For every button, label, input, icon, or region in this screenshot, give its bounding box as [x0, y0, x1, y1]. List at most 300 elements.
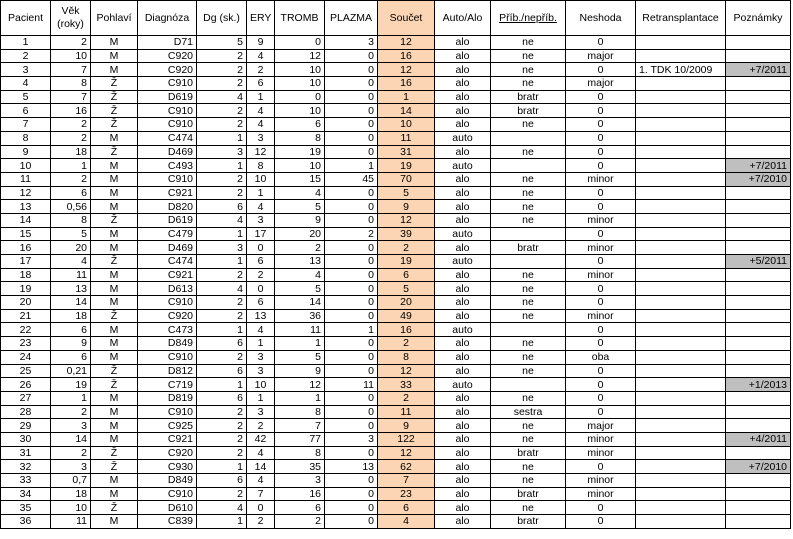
cell-neshoda: minor: [566, 268, 636, 282]
cell-pohlavi: Ž: [91, 213, 138, 227]
header-pohlavi: Pohlaví: [91, 1, 138, 36]
cell-vek: 2: [51, 118, 91, 132]
cell-tromb: 9: [275, 364, 325, 378]
cell-soucet: 2: [378, 337, 435, 351]
cell-soucet: 122: [378, 432, 435, 446]
cell-plazma: 0: [325, 405, 378, 419]
cell-vek: 4: [51, 255, 91, 269]
cell-vek: 3: [51, 419, 91, 433]
cell-vek: 6: [51, 350, 91, 364]
cell-diagnoza: D619: [138, 213, 197, 227]
header-poznamky: Poznámky: [726, 1, 791, 36]
cell-diagnoza: C839: [138, 515, 197, 529]
cell-pohlavi: Ž: [91, 501, 138, 515]
cell-prib-neprib: ne: [491, 350, 566, 364]
cell-retransplantace: [636, 460, 726, 474]
cell-vek: 16: [51, 104, 91, 118]
cell-ery: 3: [247, 350, 275, 364]
cell-plazma: 0: [325, 90, 378, 104]
cell-pacient: 32: [1, 460, 51, 474]
cell-diagnoza: C910: [138, 118, 197, 132]
table-row: [1, 118, 791, 132]
cell-retransplantace: [636, 474, 726, 488]
cell-dg-sk: 2: [197, 118, 247, 132]
cell-pacient: 36: [1, 515, 51, 529]
cell-prib-neprib: ne: [491, 145, 566, 159]
cell-pacient: 12: [1, 186, 51, 200]
cell-pacient: 34: [1, 487, 51, 501]
cell-dg-sk: 1: [197, 131, 247, 145]
cell-plazma: 0: [325, 364, 378, 378]
cell-soucet: 16: [378, 49, 435, 63]
cell-soucet: 62: [378, 460, 435, 474]
cell-auto-alo: alo: [435, 515, 491, 529]
cell-diagnoza: C910: [138, 172, 197, 186]
cell-diagnoza: C920: [138, 446, 197, 460]
cell-neshoda: 0: [566, 255, 636, 269]
cell-dg-sk: 2: [197, 172, 247, 186]
cell-auto-alo: alo: [435, 501, 491, 515]
cell-pohlavi: Ž: [91, 309, 138, 323]
cell-soucet: 12: [378, 446, 435, 460]
cell-soucet: 2: [378, 241, 435, 255]
cell-plazma: 0: [325, 77, 378, 91]
cell-tromb: 19: [275, 145, 325, 159]
cell-retransplantace: [636, 323, 726, 337]
cell-vek: 18: [51, 487, 91, 501]
cell-pacient: 35: [1, 501, 51, 515]
cell-ery: 3: [247, 405, 275, 419]
cell-soucet: 4: [378, 515, 435, 529]
cell-prib-neprib: ne: [491, 474, 566, 488]
cell-soucet: 70: [378, 172, 435, 186]
cell-auto-alo: alo: [435, 77, 491, 91]
header-pacient: Pacient: [1, 1, 51, 36]
cell-plazma: 0: [325, 282, 378, 296]
cell-pohlavi: Ž: [91, 77, 138, 91]
cell-prib-neprib: ne: [491, 296, 566, 310]
cell-diagnoza: C910: [138, 77, 197, 91]
cell-neshoda: minor: [566, 241, 636, 255]
cell-plazma: 0: [325, 131, 378, 145]
cell-pacient: 21: [1, 309, 51, 323]
cell-prib-neprib: ne: [491, 364, 566, 378]
cell-retransplantace: [636, 378, 726, 392]
cell-dg-sk: 2: [197, 104, 247, 118]
cell-dg-sk: 6: [197, 391, 247, 405]
table-row: [1, 391, 791, 405]
cell-plazma: 1: [325, 323, 378, 337]
cell-tromb: 8: [275, 446, 325, 460]
cell-tromb: 8: [275, 131, 325, 145]
cell-prib-neprib: [491, 227, 566, 241]
cell-retransplantace: [636, 118, 726, 132]
cell-ery: 14: [247, 460, 275, 474]
cell-pohlavi: Ž: [91, 255, 138, 269]
cell-ery: 6: [247, 255, 275, 269]
cell-tromb: 0: [275, 90, 325, 104]
table-row: [1, 337, 791, 351]
cell-neshoda: 0: [566, 515, 636, 529]
cell-prib-neprib: ne: [491, 268, 566, 282]
cell-tromb: 10: [275, 63, 325, 77]
cell-pohlavi: M: [91, 241, 138, 255]
cell-poznamky: [726, 36, 791, 50]
cell-dg-sk: 5: [197, 36, 247, 50]
cell-plazma: 11: [325, 378, 378, 392]
cell-ery: 2: [247, 63, 275, 77]
cell-ery: 1: [247, 186, 275, 200]
cell-diagnoza: C493: [138, 159, 197, 173]
cell-pacient: 22: [1, 323, 51, 337]
cell-auto-alo: alo: [435, 145, 491, 159]
cell-neshoda: 0: [566, 145, 636, 159]
cell-dg-sk: 2: [197, 419, 247, 433]
cell-ery: 3: [247, 364, 275, 378]
cell-vek: 11: [51, 515, 91, 529]
cell-tromb: 77: [275, 432, 325, 446]
table-row: [1, 378, 791, 392]
cell-retransplantace: [636, 145, 726, 159]
cell-pohlavi: M: [91, 337, 138, 351]
table-row: [1, 515, 791, 529]
cell-poznamky: [726, 77, 791, 91]
cell-soucet: 19: [378, 159, 435, 173]
cell-dg-sk: 3: [197, 241, 247, 255]
cell-auto-alo: alo: [435, 282, 491, 296]
cell-poznamky: [726, 350, 791, 364]
cell-vek: 9: [51, 337, 91, 351]
cell-dg-sk: 4: [197, 213, 247, 227]
cell-retransplantace: [636, 487, 726, 501]
cell-diagnoza: D610: [138, 501, 197, 515]
cell-pacient: 29: [1, 419, 51, 433]
table-row: [1, 323, 791, 337]
cell-diagnoza: C474: [138, 255, 197, 269]
table-row: [1, 200, 791, 214]
cell-soucet: 5: [378, 186, 435, 200]
cell-auto-alo: alo: [435, 90, 491, 104]
table-row: [1, 227, 791, 241]
cell-auto-alo: alo: [435, 172, 491, 186]
cell-ery: 12: [247, 145, 275, 159]
cell-soucet: 6: [378, 268, 435, 282]
cell-tromb: 2: [275, 515, 325, 529]
cell-pacient: 27: [1, 391, 51, 405]
cell-prib-neprib: [491, 131, 566, 145]
header-neshoda: Neshoda: [566, 1, 636, 36]
cell-tromb: 10: [275, 159, 325, 173]
cell-plazma: 0: [325, 296, 378, 310]
cell-auto-alo: alo: [435, 419, 491, 433]
table-row: [1, 49, 791, 63]
cell-ery: 6: [247, 296, 275, 310]
table-row: [1, 104, 791, 118]
cell-soucet: 12: [378, 36, 435, 50]
cell-auto-alo: auto: [435, 131, 491, 145]
cell-auto-alo: alo: [435, 487, 491, 501]
cell-auto-alo: alo: [435, 460, 491, 474]
cell-dg-sk: 2: [197, 309, 247, 323]
cell-diagnoza: C921: [138, 268, 197, 282]
cell-vek: 14: [51, 296, 91, 310]
cell-neshoda: 0: [566, 378, 636, 392]
cell-prib-neprib: ne: [491, 77, 566, 91]
cell-soucet: 1: [378, 90, 435, 104]
cell-pacient: 9: [1, 145, 51, 159]
cell-plazma: 45: [325, 172, 378, 186]
cell-neshoda: 0: [566, 337, 636, 351]
cell-retransplantace: [636, 515, 726, 529]
cell-vek: 7: [51, 90, 91, 104]
header-diagnoza: Diagnóza: [138, 1, 197, 36]
cell-vek: 13: [51, 282, 91, 296]
cell-pohlavi: M: [91, 282, 138, 296]
cell-neshoda: major: [566, 49, 636, 63]
table-row: [1, 36, 791, 50]
cell-pohlavi: Ž: [91, 460, 138, 474]
cell-plazma: 0: [325, 337, 378, 351]
cell-prib-neprib: bratr: [491, 90, 566, 104]
cell-retransplantace: [636, 213, 726, 227]
table-row: [1, 63, 791, 77]
cell-pohlavi: M: [91, 159, 138, 173]
cell-vek: 8: [51, 77, 91, 91]
cell-poznamky: [726, 419, 791, 433]
cell-pacient: 16: [1, 241, 51, 255]
cell-auto-alo: alo: [435, 364, 491, 378]
cell-poznamky: [726, 213, 791, 227]
cell-dg-sk: 2: [197, 186, 247, 200]
cell-tromb: 16: [275, 487, 325, 501]
cell-vek: 10: [51, 49, 91, 63]
cell-pohlavi: M: [91, 350, 138, 364]
cell-neshoda: 0: [566, 323, 636, 337]
cell-tromb: 4: [275, 268, 325, 282]
cell-pacient: 19: [1, 282, 51, 296]
cell-poznamky: +1/2013: [726, 378, 791, 392]
cell-dg-sk: 1: [197, 460, 247, 474]
cell-neshoda: minor: [566, 432, 636, 446]
cell-vek: 2: [51, 36, 91, 50]
cell-pohlavi: Ž: [91, 104, 138, 118]
cell-poznamky: [726, 49, 791, 63]
cell-soucet: 12: [378, 364, 435, 378]
cell-auto-alo: alo: [435, 268, 491, 282]
cell-diagnoza: C920: [138, 309, 197, 323]
cell-ery: 4: [247, 118, 275, 132]
cell-pohlavi: M: [91, 487, 138, 501]
cell-diagnoza: D812: [138, 364, 197, 378]
cell-pohlavi: M: [91, 419, 138, 433]
cell-dg-sk: 4: [197, 282, 247, 296]
cell-tromb: 5: [275, 350, 325, 364]
cell-diagnoza: D619: [138, 90, 197, 104]
cell-tromb: 20: [275, 227, 325, 241]
cell-diagnoza: C474: [138, 131, 197, 145]
cell-tromb: 14: [275, 296, 325, 310]
cell-poznamky: [726, 474, 791, 488]
cell-pacient: 33: [1, 474, 51, 488]
cell-plazma: 0: [325, 487, 378, 501]
cell-pacient: 28: [1, 405, 51, 419]
cell-dg-sk: 1: [197, 227, 247, 241]
cell-prib-neprib: ne: [491, 118, 566, 132]
cell-poznamky: +7/2011: [726, 63, 791, 77]
header-retransplantace: Retransplantace: [636, 1, 726, 36]
cell-vek: 20: [51, 241, 91, 255]
cell-tromb: 12: [275, 49, 325, 63]
cell-dg-sk: 2: [197, 350, 247, 364]
cell-tromb: 35: [275, 460, 325, 474]
cell-prib-neprib: sestra: [491, 405, 566, 419]
cell-ery: 7: [247, 487, 275, 501]
cell-vek: 14: [51, 432, 91, 446]
cell-retransplantace: [636, 131, 726, 145]
cell-pacient: 26: [1, 378, 51, 392]
table-row: [1, 487, 791, 501]
cell-plazma: 0: [325, 186, 378, 200]
cell-pohlavi: M: [91, 323, 138, 337]
cell-pacient: 23: [1, 337, 51, 351]
table-row: [1, 172, 791, 186]
cell-ery: 0: [247, 501, 275, 515]
table-row: [1, 474, 791, 488]
cell-pacient: 5: [1, 90, 51, 104]
cell-soucet: 9: [378, 419, 435, 433]
cell-pohlavi: M: [91, 36, 138, 50]
header-row: [1, 1, 791, 36]
cell-vek: 3: [51, 460, 91, 474]
cell-plazma: 0: [325, 145, 378, 159]
header-ery: ERY: [247, 1, 275, 36]
cell-diagnoza: D613: [138, 282, 197, 296]
cell-soucet: 7: [378, 474, 435, 488]
cell-poznamky: [726, 268, 791, 282]
cell-ery: 3: [247, 131, 275, 145]
cell-soucet: 11: [378, 405, 435, 419]
cell-retransplantace: [636, 350, 726, 364]
cell-tromb: 2: [275, 241, 325, 255]
table-row: [1, 350, 791, 364]
cell-auto-alo: alo: [435, 432, 491, 446]
cell-ery: 4: [247, 446, 275, 460]
cell-ery: 6: [247, 77, 275, 91]
cell-tromb: 5: [275, 282, 325, 296]
cell-pacient: 2: [1, 49, 51, 63]
cell-neshoda: major: [566, 77, 636, 91]
cell-diagnoza: D469: [138, 145, 197, 159]
cell-ery: 0: [247, 282, 275, 296]
cell-ery: 9: [247, 36, 275, 50]
cell-plazma: 0: [325, 118, 378, 132]
cell-auto-alo: alo: [435, 446, 491, 460]
table-row: [1, 186, 791, 200]
cell-pacient: 25: [1, 364, 51, 378]
cell-pohlavi: M: [91, 200, 138, 214]
header-tromb: TROMB: [275, 1, 325, 36]
cell-tromb: 3: [275, 474, 325, 488]
cell-neshoda: 0: [566, 90, 636, 104]
cell-neshoda: 0: [566, 186, 636, 200]
cell-neshoda: 0: [566, 36, 636, 50]
cell-plazma: 0: [325, 213, 378, 227]
cell-auto-alo: alo: [435, 200, 491, 214]
cell-retransplantace: [636, 36, 726, 50]
cell-diagnoza: C910: [138, 487, 197, 501]
cell-ery: 2: [247, 515, 275, 529]
cell-ery: 4: [247, 49, 275, 63]
cell-soucet: 8: [378, 350, 435, 364]
cell-auto-alo: alo: [435, 350, 491, 364]
cell-retransplantace: [636, 159, 726, 173]
cell-prib-neprib: ne: [491, 309, 566, 323]
cell-auto-alo: auto: [435, 227, 491, 241]
table-row: [1, 282, 791, 296]
header-prib-neprib: Příb./nepříb.: [491, 1, 566, 36]
cell-diagnoza: C930: [138, 460, 197, 474]
table-row: [1, 131, 791, 145]
cell-neshoda: 0: [566, 460, 636, 474]
cell-pacient: 6: [1, 104, 51, 118]
cell-soucet: 20: [378, 296, 435, 310]
cell-vek: 19: [51, 378, 91, 392]
cell-plazma: 0: [325, 391, 378, 405]
cell-diagnoza: C719: [138, 378, 197, 392]
cell-auto-alo: alo: [435, 63, 491, 77]
cell-prib-neprib: [491, 159, 566, 173]
cell-retransplantace: [636, 364, 726, 378]
cell-pohlavi: Ž: [91, 446, 138, 460]
cell-neshoda: 0: [566, 227, 636, 241]
cell-plazma: 0: [325, 501, 378, 515]
cell-diagnoza: C910: [138, 350, 197, 364]
cell-plazma: 1: [325, 159, 378, 173]
table-row: [1, 432, 791, 446]
cell-diagnoza: C925: [138, 419, 197, 433]
cell-poznamky: [726, 90, 791, 104]
cell-dg-sk: 6: [197, 364, 247, 378]
cell-vek: 8: [51, 213, 91, 227]
cell-ery: 10: [247, 378, 275, 392]
cell-plazma: 0: [325, 104, 378, 118]
cell-auto-alo: alo: [435, 104, 491, 118]
cell-auto-alo: alo: [435, 36, 491, 50]
cell-soucet: 12: [378, 213, 435, 227]
cell-pacient: 10: [1, 159, 51, 173]
cell-pohlavi: M: [91, 432, 138, 446]
cell-plazma: 0: [325, 255, 378, 269]
cell-dg-sk: 2: [197, 63, 247, 77]
cell-diagnoza: D469: [138, 241, 197, 255]
cell-ery: 2: [247, 268, 275, 282]
cell-vek: 2: [51, 446, 91, 460]
cell-dg-sk: 1: [197, 255, 247, 269]
cell-poznamky: [726, 145, 791, 159]
cell-tromb: 10: [275, 104, 325, 118]
header-vek: Věk (roky): [51, 1, 91, 36]
cell-diagnoza: D820: [138, 200, 197, 214]
cell-vek: 2: [51, 131, 91, 145]
cell-dg-sk: 2: [197, 432, 247, 446]
cell-dg-sk: 6: [197, 474, 247, 488]
cell-pohlavi: M: [91, 131, 138, 145]
cell-ery: 8: [247, 159, 275, 173]
cell-ery: 1: [247, 337, 275, 351]
cell-prib-neprib: ne: [491, 391, 566, 405]
cell-poznamky: [726, 501, 791, 515]
cell-neshoda: minor: [566, 487, 636, 501]
